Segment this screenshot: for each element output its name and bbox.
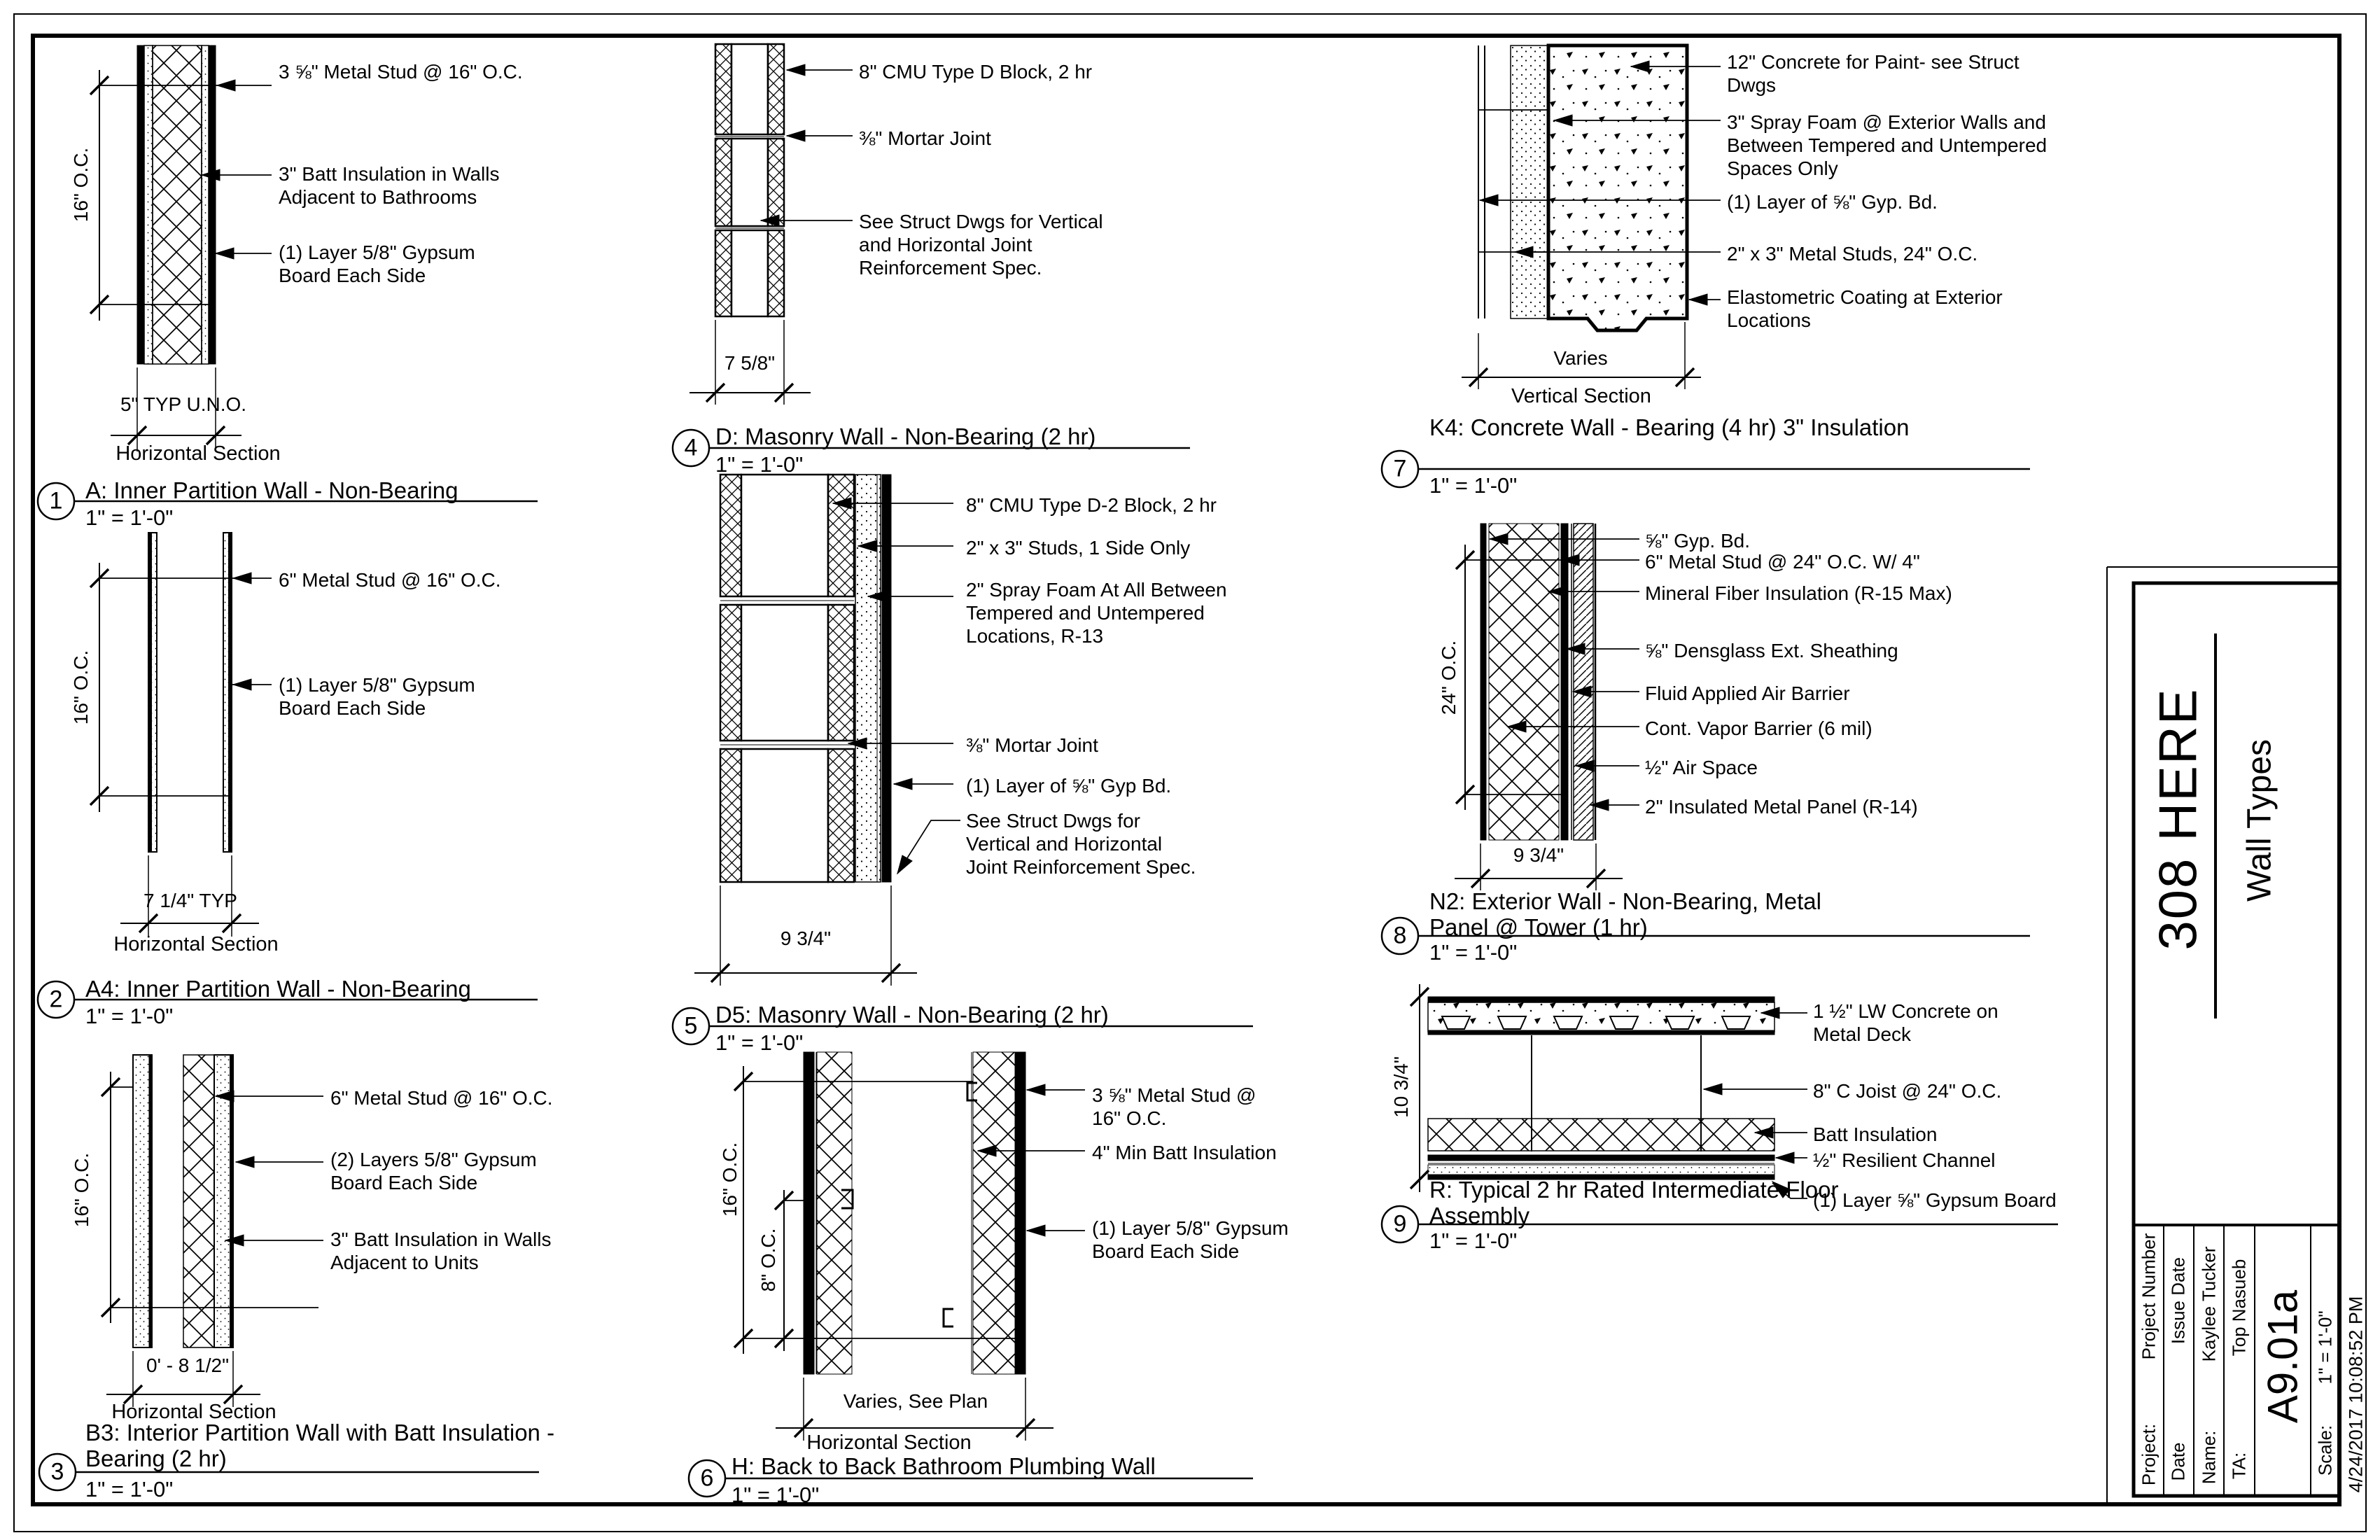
d4-bottom-dim: 7 5/8" [724, 352, 776, 374]
d5-scale: 1" = 1'-0" [715, 1030, 804, 1055]
d6-scale: 1" = 1'-0" [732, 1483, 820, 1507]
d3-label-batt-insulation: 3" Batt Insulation in Walls Adjacent to Units [330, 1228, 552, 1274]
titleblock-name-value: Kaylee Tucker [2198, 1246, 2220, 1362]
d8-scale: 1" = 1'-0" [1429, 940, 1518, 965]
d4-scale: 1" = 1'-0" [715, 452, 804, 477]
titleblock-ta-value: Top Nasueb [2228, 1259, 2250, 1357]
d2-title: A4: Inner Partition Wall - Non-Bearing [85, 976, 471, 1002]
d8-number-bubble: 8 [1393, 922, 1407, 949]
d9-title: R: Typical 2 hr Rated Intermediate Floor Assembly [1429, 1177, 1839, 1229]
d1-scale: 1" = 1'-0" [85, 505, 174, 530]
d1-side-dim: 16" O.C. [70, 147, 92, 223]
d7-scale: 1" = 1'-0" [1429, 473, 1518, 498]
d6-section-label: Horizontal Section [806, 1432, 972, 1454]
titleblock-ta-label: TA: [2228, 1452, 2250, 1480]
d1-title: A: Inner Partition Wall - Non-Bearing [85, 477, 458, 503]
d9-label-batt-insulation: Batt Insulation [1813, 1124, 1938, 1145]
d5-label-studs: 2" x 3" Studs, 1 Side Only [966, 537, 1191, 559]
d9-side-dim: 10 3/4" [1390, 1056, 1412, 1118]
d4-label-struct-dwgs: See Struct Dwgs for Vertical and Horizontal Joint Reinforcement Spec. [859, 211, 1103, 279]
d8-label-mineral-fiber: Mineral Fiber Insulation (R-15 Max) [1645, 582, 1952, 604]
d7-section-label: Vertical Section [1511, 385, 1651, 407]
d7-bottom-dim: Varies [1553, 347, 1608, 369]
d1-section-label: Horizontal Section [115, 442, 281, 465]
d6-title: H: Back to Back Bathroom Plumbing Wall [732, 1453, 1156, 1479]
d2-label-gypsum-board: (1) Layer 5/8" Gypsum Board Each Side [279, 674, 475, 720]
d9-label-gypsum-board: (1) Layer ⅝" Gypsum Board [1813, 1189, 2057, 1211]
d8-label-air-barrier: Fluid Applied Air Barrier [1645, 682, 1850, 704]
d1-label-gypsum-board: (1) Layer 5/8" Gypsum Board Each Side [279, 241, 475, 287]
d7-label-spray-foam: 3" Spray Foam @ Exterior Walls and Between Tempered and Untempered Spaces Only [1727, 111, 2047, 180]
d2-bottom-dim: 7 1/4" TYP [144, 890, 237, 911]
d5-label-struct-dwgs: See Struct Dwgs for Vertical and Horizontal Joint Reinforcement Spec. [966, 810, 1196, 878]
d3-section-label: Horizontal Section [111, 1401, 276, 1423]
d5-label-cmu-block: 8" CMU Type D-2 Block, 2 hr [966, 494, 1217, 516]
titleblock-project-value: Project Number [2138, 1233, 2160, 1360]
d5-label-spray-foam: 2" Spray Foam At All Between Tempered and Untempered Locations, R-13 [966, 579, 1227, 648]
d7-title: K4: Concrete Wall - Bearing (4 hr) 3" Insulation [1429, 414, 1910, 440]
d8-label-air-space: ½" Air Space [1645, 757, 1758, 778]
titleblock-scale-value: 1" = 1'-0" [2314, 1310, 2336, 1385]
d6-label-metal-stud: 3 ⅝" Metal Stud @ 16" O.C. [1092, 1084, 1256, 1130]
d3-label-gypsum-board: (2) Layers 5/8" Gypsum Board Each Side [330, 1149, 537, 1194]
d2-scale: 1" = 1'-0" [85, 1004, 174, 1028]
d5-bottom-dim: 9 3/4" [780, 927, 832, 949]
titleblock-sheet-number: A9.01a [2259, 1289, 2306, 1424]
d4-number-bubble: 4 [684, 434, 698, 461]
d8-side-dim: 24" O.C. [1438, 640, 1460, 715]
d7-label-concrete: 12" Concrete for Paint- see Struct Dwgs [1727, 51, 2019, 97]
d3-number-bubble: 3 [50, 1458, 64, 1485]
d6-label-batt-insulation: 4" Min Batt Insulation [1092, 1142, 1277, 1163]
d4-title: D: Masonry Wall - Non-Bearing (2 hr) [715, 424, 1096, 449]
titleblock-timestamp: 4/24/2017 10:08:52 PM [2345, 1296, 2367, 1493]
d7-number-bubble: 7 [1393, 455, 1407, 482]
d8-label-gyp-bd: ⅝" Gyp. Bd. [1645, 530, 1751, 552]
titleblock-scale-label: Scale: [2314, 1424, 2336, 1476]
d4-label-mortar-joint: ⅜" Mortar Joint [859, 127, 991, 149]
d5-number-bubble: 5 [684, 1012, 698, 1040]
titleblock-name-label: Name: [2198, 1430, 2220, 1485]
d8-label-vapor-barrier: Cont. Vapor Barrier (6 mil) [1645, 718, 1872, 739]
d8-label-densglass: ⅝" Densglass Ext. Sheathing [1645, 640, 1898, 662]
d5-label-mortar-joint: ⅜" Mortar Joint [966, 734, 1098, 756]
d1-bottom-dim: 5" TYP U.N.O. [120, 393, 247, 415]
d8-bottom-dim: 9 3/4" [1513, 844, 1564, 866]
titleblock-project-label: Project: [2138, 1423, 2160, 1486]
titleblock-sheet-name: Wall Types [2241, 738, 2278, 902]
d2-label-metal-stud: 6" Metal Stud @ 16" O.C. [279, 569, 501, 591]
d7-label-gyp-bd: (1) Layer of ⅝" Gyp. Bd. [1727, 191, 1938, 213]
d7-label-elastometric: Elastometric Coating at Exterior Locations [1727, 286, 2003, 332]
d1-label-batt-insulation: 3" Batt Insulation in Walls Adjacent to Bathrooms [279, 163, 500, 209]
d4-label-cmu-block: 8" CMU Type D Block, 2 hr [859, 61, 1093, 83]
d3-scale: 1" = 1'-0" [85, 1477, 174, 1502]
d2-number-bubble: 2 [49, 986, 63, 1013]
d6-bottom-dim: Varies, See Plan [843, 1390, 988, 1412]
titleblock-date-label: Date [2167, 1442, 2189, 1481]
titleblock-date-value: Issue Date [2167, 1256, 2189, 1345]
d3-side-dim: 16" O.C. [71, 1152, 92, 1228]
d9-scale: 1" = 1'-0" [1429, 1228, 1518, 1253]
d5-label-gyp-bd: (1) Layer of ⅝" Gyp Bd. [966, 775, 1172, 797]
d8-title: N2: Exterior Wall - Non-Bearing, Metal Panel @ Tower (1 hr) [1429, 888, 1821, 941]
d9-label-lw-concrete: 1 ½" LW Concrete on Metal Deck [1813, 1000, 1998, 1046]
d8-label-metal-stud: 6" Metal Stud @ 24" O.C. W/ 4" [1645, 551, 1920, 573]
d3-bottom-dim: 0' - 8 1/2" [146, 1354, 230, 1376]
d6-side-dim-16: 16" O.C. [719, 1142, 741, 1217]
d1-label-metal-stud: 3 ⅝" Metal Stud @ 16" O.C. [279, 61, 523, 83]
d5-title: D5: Masonry Wall - Non-Bearing (2 hr) [715, 1002, 1109, 1028]
d1-number-bubble: 1 [49, 487, 63, 514]
d9-label-c-joist: 8" C Joist @ 24" O.C. [1813, 1080, 2002, 1102]
d6-side-dim-8: 8" O.C. [757, 1228, 779, 1292]
d3-title: B3: Interior Partition Wall with Batt Insulation - Bearing (2 hr) [85, 1420, 555, 1472]
d3-label-metal-stud: 6" Metal Stud @ 16" O.C. [330, 1087, 553, 1109]
d7-label-metal-studs: 2" x 3" Metal Studs, 24" O.C. [1727, 243, 1978, 265]
titleblock-project-name: 308 HERE [2148, 687, 2208, 951]
d2-side-dim: 16" O.C. [70, 650, 92, 725]
d9-label-resilient-channel: ½" Resilient Channel [1813, 1149, 1996, 1171]
d6-number-bubble: 6 [700, 1464, 714, 1492]
d6-label-gypsum-board: (1) Layer 5/8" Gypsum Board Each Side [1092, 1217, 1289, 1263]
d2-section-label: Horizontal Section [113, 933, 279, 955]
d9-number-bubble: 9 [1393, 1210, 1407, 1238]
d8-label-metal-panel: 2" Insulated Metal Panel (R-14) [1645, 796, 1918, 818]
